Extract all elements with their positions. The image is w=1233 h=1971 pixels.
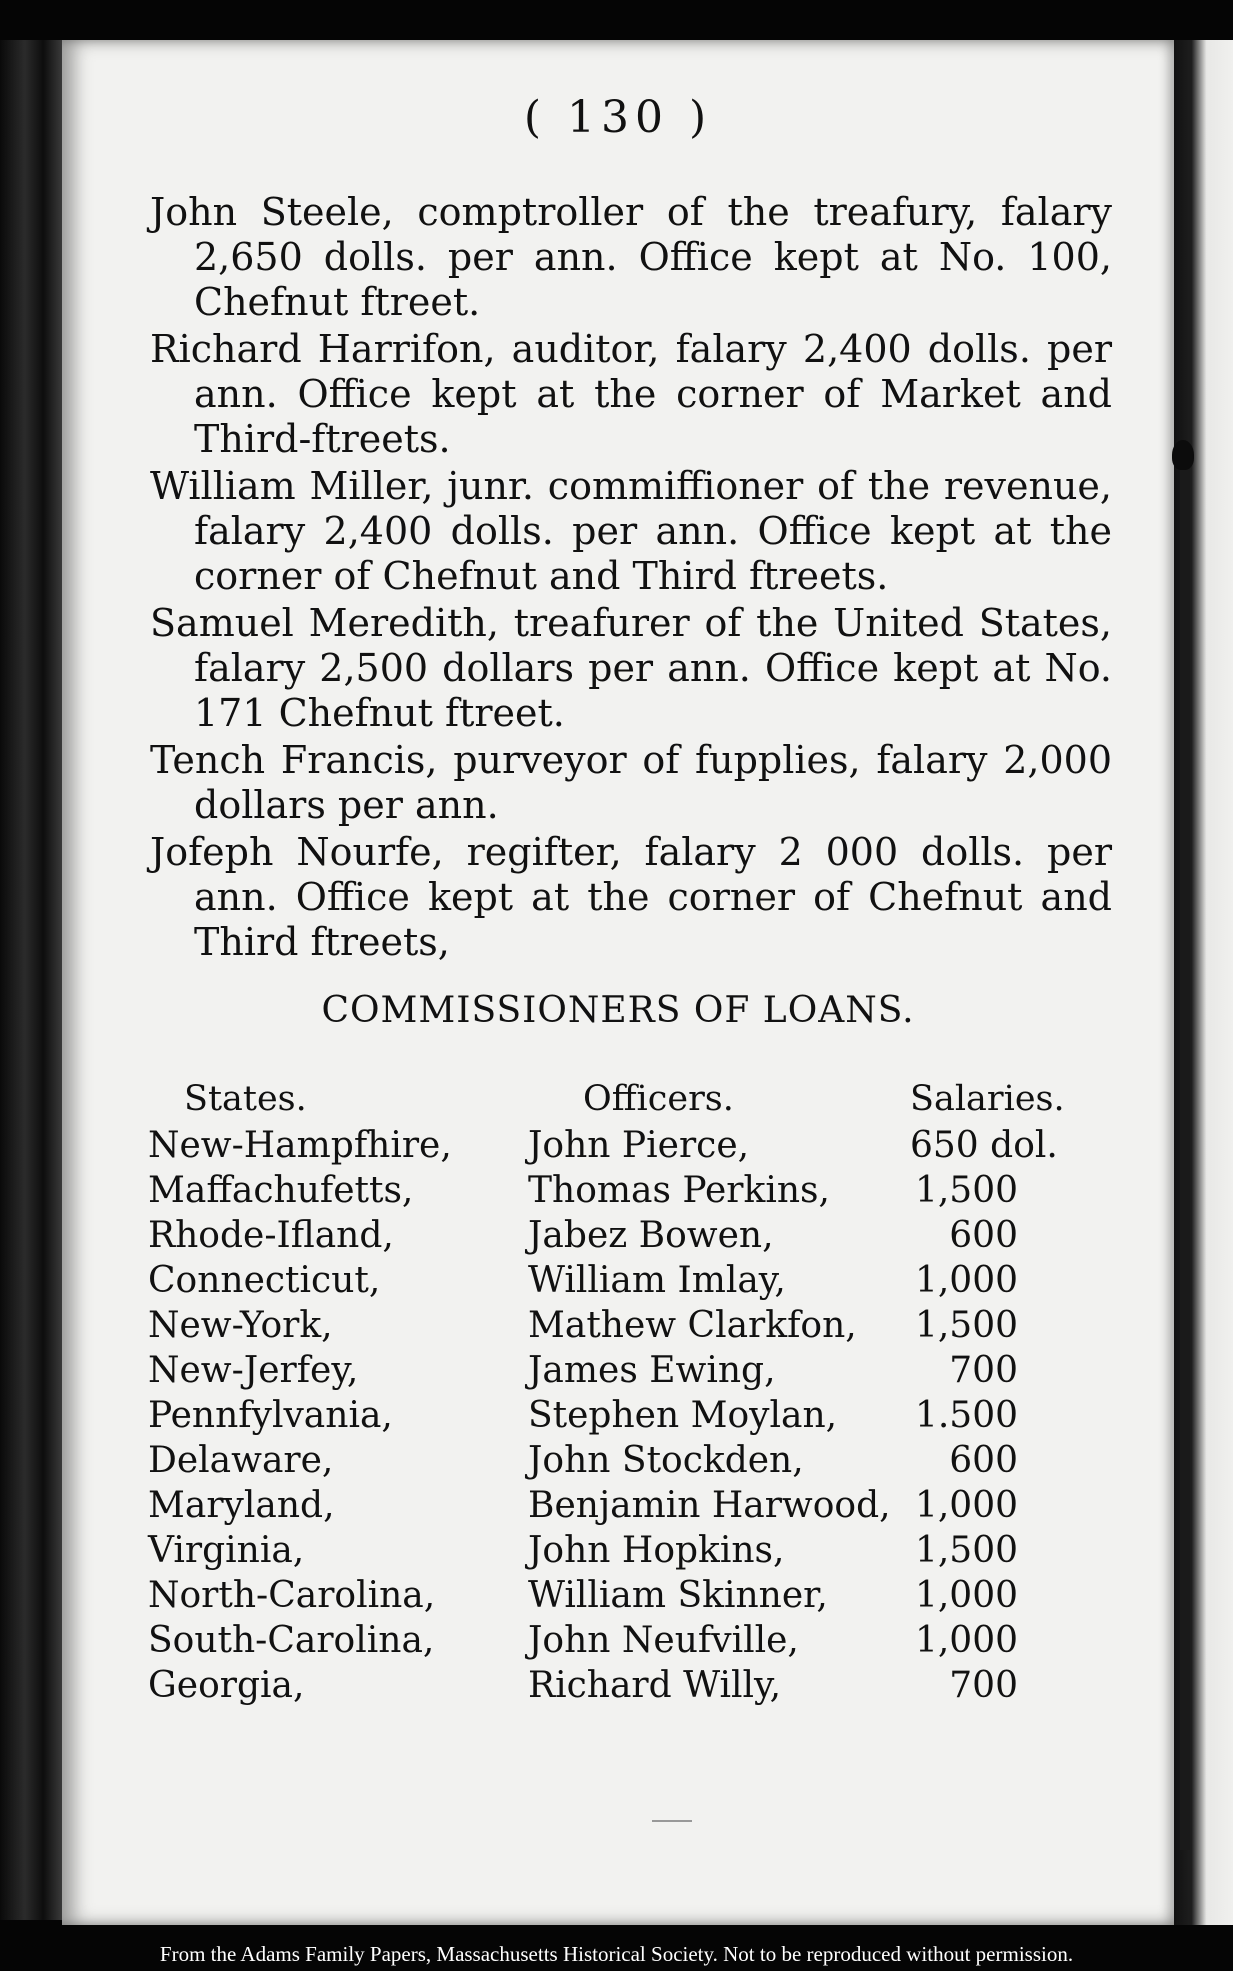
state-cell: New-Jerfey, <box>148 1350 359 1391</box>
gutter-shadow <box>1180 450 1190 1850</box>
officer-cell: Benjamin Harwood, <box>528 1485 891 1526</box>
salary-value: 650 dol. <box>910 1125 1058 1166</box>
state-cell: Pennfylvania, <box>148 1395 393 1436</box>
salary-value: 700 <box>949 1665 1018 1706</box>
salary-value: 1,500 <box>914 1170 1018 1211</box>
table-row <box>148 1393 1128 1438</box>
section-title: COMMISSIONERS OF LOANS. <box>321 990 915 1031</box>
table-row <box>148 1573 1128 1618</box>
state-cell: North-Carolina, <box>148 1575 436 1616</box>
salary-value: 1,500 <box>914 1530 1018 1571</box>
state-cell: Delaware, <box>148 1440 334 1481</box>
gutter-blot <box>1172 440 1194 470</box>
salary-value: 1,000 <box>914 1485 1018 1526</box>
table-row <box>148 1303 1128 1348</box>
salary-cell <box>908 1213 1128 1258</box>
officer-cell: Mathew Clarkfon, <box>528 1305 857 1346</box>
officer-cell: Richard Willy, <box>528 1665 782 1706</box>
salary-cell <box>908 1618 1128 1663</box>
table-row <box>148 1663 1128 1708</box>
salary-cell <box>908 1393 1128 1438</box>
state-cell: Virginia, <box>148 1530 305 1571</box>
salary-cell <box>908 1303 1128 1348</box>
table-row <box>148 1213 1128 1258</box>
state-cell: South-Carolina, <box>148 1620 435 1661</box>
book-spine-edge <box>0 40 62 1920</box>
salary-value: 600 <box>949 1440 1018 1481</box>
salary-cell <box>908 1573 1128 1618</box>
entry-steele: John Steele, comptroller of the treafury, falary 2,650 dolls. per ann. Office kept at No. 100, Chefnut ftreet. <box>150 190 1112 324</box>
table-row <box>148 1618 1128 1663</box>
table-header-row <box>148 1075 1128 1123</box>
salary-cell <box>908 1258 1128 1303</box>
table-row <box>148 1258 1128 1303</box>
officer-cell: John Hopkins, <box>528 1530 785 1571</box>
salary-value: 600 <box>949 1215 1018 1256</box>
officer-cell: Jabez Bowen, <box>528 1215 774 1256</box>
header-salaries: Salaries. <box>910 1079 1065 1119</box>
state-cell: Rhode-Ifland, <box>148 1215 394 1256</box>
entry-francis: Tench Francis, purveyor of fupplies, falary 2,000 dollars per ann. <box>150 738 1112 827</box>
officer-cell: John Stockden, <box>528 1440 804 1481</box>
header-officers: Officers. <box>583 1079 734 1119</box>
table-row <box>148 1123 1128 1168</box>
entry-nourse: Jofeph Nourfe, regifter, falary 2 000 dolls. per ann. Office kept at the corner of Chefnut and Third ftreets, <box>150 830 1112 964</box>
officer-entries <box>150 190 1112 967</box>
header-states: States. <box>184 1079 307 1119</box>
state-cell: Maryland, <box>148 1485 335 1526</box>
state-cell: Georgia, <box>148 1665 305 1706</box>
salary-value: 1,000 <box>914 1575 1018 1616</box>
salary-cell <box>908 1663 1128 1708</box>
salary-value: 1,000 <box>914 1260 1018 1301</box>
entry-meredith: Samuel Meredith, treafurer of the United States, falary 2,500 dollars per ann. Office kept at No. 171 Chefnut ftreet. <box>150 601 1112 735</box>
page-number: ( 130 ) <box>523 92 713 143</box>
salary-cell <box>908 1438 1128 1483</box>
document-page <box>62 40 1174 1925</box>
table-row <box>148 1348 1128 1393</box>
page-end-mark <box>652 1820 692 1822</box>
copyright-footer: From the Adams Family Papers, Massachusetts Historical Society. Not to be reproduced without permission. <box>159 1942 1074 1966</box>
salary-value: 1,000 <box>914 1620 1018 1661</box>
officer-cell: James Ewing, <box>528 1350 776 1391</box>
state-cell: New-Hampfhire, <box>148 1125 452 1166</box>
table-row <box>148 1438 1128 1483</box>
officer-cell: William Skinner, <box>528 1575 828 1616</box>
commissioners-table <box>148 1075 1128 1708</box>
state-cell: Maffachufetts, <box>148 1170 414 1211</box>
officer-cell: William Imlay, <box>528 1260 786 1301</box>
salary-value: 700 <box>949 1350 1018 1391</box>
state-cell: Connecticut, <box>148 1260 381 1301</box>
salary-cell <box>908 1168 1128 1213</box>
entry-miller: William Miller, junr. commiffioner of the revenue, falary 2,400 dolls. per ann. Office kept at the corner of Chefnut and Third ftreets. <box>150 464 1112 598</box>
officer-cell: John Neufville, <box>528 1620 799 1661</box>
salary-value: 1,500 <box>914 1305 1018 1346</box>
salary-cell <box>908 1348 1128 1393</box>
table-row <box>148 1483 1128 1528</box>
salary-value: 1.500 <box>914 1395 1018 1436</box>
entry-harrison: Richard Harrifon, auditor, falary 2,400 dolls. per ann. Office kept at the corner of Market and Third-ftreets. <box>150 327 1112 461</box>
officer-cell: John Pierce, <box>528 1125 750 1166</box>
state-cell: New-York, <box>148 1305 333 1346</box>
salary-cell <box>908 1528 1128 1573</box>
officer-cell: Thomas Perkins, <box>528 1170 830 1211</box>
table-row <box>148 1528 1128 1573</box>
salary-cell <box>908 1123 1128 1168</box>
salary-cell <box>908 1483 1128 1528</box>
table-row <box>148 1168 1128 1213</box>
officer-cell: Stephen Moylan, <box>528 1395 838 1436</box>
